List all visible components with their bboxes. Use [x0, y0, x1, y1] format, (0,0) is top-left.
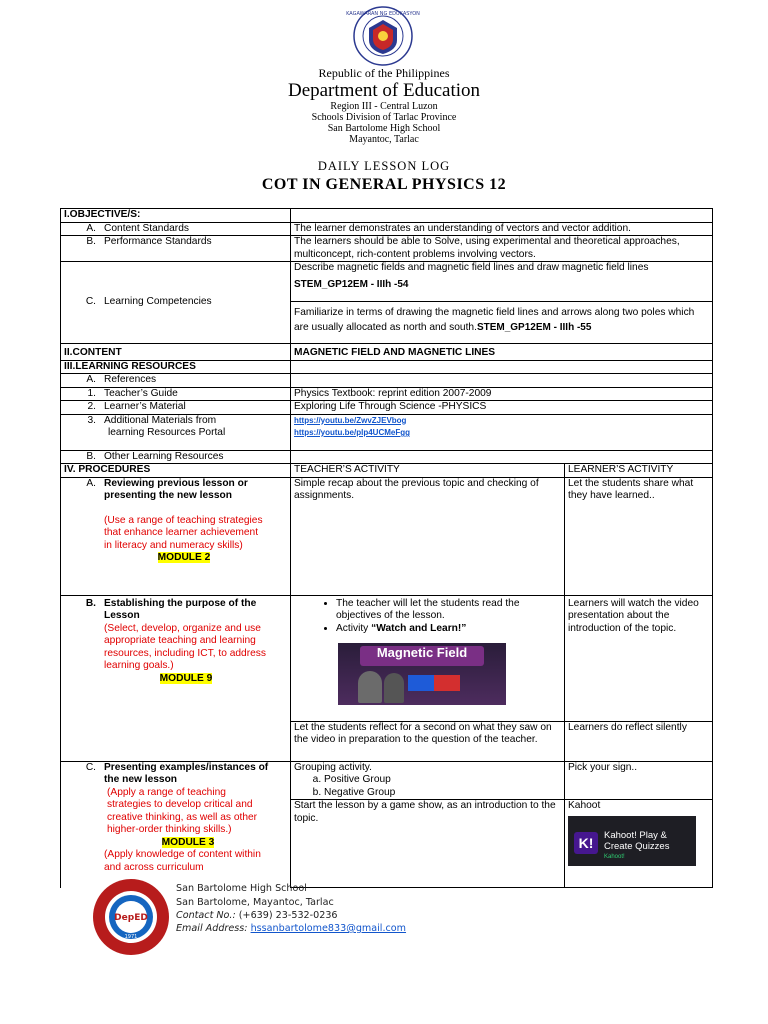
procedure-a-note: (Use a range of teaching strategies that enhance learner achievement in literacy and numeracy skills): [104, 514, 263, 551]
table-row: [61, 344, 713, 361]
learners-material-label: Learner’s Material: [104, 401, 186, 412]
competency-code-2: STEM_GP12EM - IIIh -55: [476, 322, 592, 333]
division-line: Schools Division of Tarlac Province: [311, 112, 457, 123]
references-label: References: [104, 374, 157, 385]
procedures-heading: IV. PROCEDURES: [61, 464, 291, 478]
seal-year-text: 1971: [124, 934, 138, 940]
region-line: Region III - Central Luzon: [330, 101, 438, 112]
additional-materials-label: Additional Materials from: [104, 414, 217, 426]
email-link[interactable]: hssanbartolome833@gmail.com: [250, 923, 407, 934]
table-row: 2. Learner’s Material Exploring Life Through Science -PHYSICS: [61, 401, 713, 415]
content-heading: II.CONTENT: [61, 344, 291, 361]
procedure-c-note: (Apply a range of teaching strategies to develop critical and creative thinking, as well as other higher-order thinking skills.): [107, 786, 258, 835]
kahoot-thumbnail[interactable]: [568, 816, 696, 866]
table-row: B. Establishing the purpose of the Lesson (Select, develop, organize and use appropriate teaching and learning resources, including ICT, to address learning goals.) MODULE 9 • The teacher will let the students read the objectives of the lesson. • Activity “Watch and Learn!” Magnetic Field Learners will watch the video presentation about the introduction of the topic.: [61, 595, 713, 721]
procedure-c-learner-2: Kahoot: [568, 800, 601, 811]
procedure-b-activities: [294, 598, 561, 636]
table-row: 3. Additional Materials from learning Resources Portal https://youtu.be/ZwvZJEVbog https://youtu.be/plp4UCMeFgg: [61, 414, 713, 450]
module-3-label: MODULE 3: [161, 836, 215, 848]
kahoot-title-2: Create Quizzes: [604, 840, 670, 852]
school-line: San Bartolome High School: [327, 123, 441, 134]
footer-school: San Bartolome High School: [176, 883, 307, 894]
group-list: [294, 774, 561, 799]
footer-address: San Bartolome, Mayantoc, Tarlac: [176, 897, 334, 908]
list-item: a. Positive Group: [324, 774, 561, 787]
teacher-activity-header: TEACHER’S ACTIVITY: [291, 464, 565, 478]
department-title: Department of Education: [287, 80, 481, 101]
table-row: C. Learning Competencies Describe magnetic fields and magnetic field lines and draw magnetic field lines STEM_GP12EM - IIIh -54: [61, 262, 713, 302]
town-line: Mayantoc, Tarlac: [349, 134, 419, 145]
procedure-b-learner-2: Learners do reflect silently: [565, 721, 713, 761]
procedure-b-note: (Select, develop, organize and use appropriate teaching and learning resources, including ICT, to address learning goals.): [104, 622, 266, 671]
table-row: B. Other Learning Resources: [61, 450, 713, 464]
thumbnail-caption: Magnetic Field: [376, 645, 468, 660]
list-item: • Activity “Watch and Learn!”: [336, 623, 561, 636]
kahoot-logo-icon: K!: [574, 832, 598, 854]
cot-title: COT IN GENERAL PHYSICS 12: [261, 176, 507, 193]
procedure-b-teacher-2: Let the students reflect for a second on what they saw on the video in preparation to the question of the teacher.: [291, 721, 565, 761]
table-row: [61, 464, 713, 478]
procedure-c-note-2: (Apply knowledge of content within and across curriculum: [104, 849, 261, 873]
seal-deped-text: DepED: [114, 913, 148, 923]
table-row: [61, 360, 713, 374]
kahoot-sub: Kahoot!: [604, 853, 625, 860]
table-row: A. Content Standards The learner demonstrates an understanding of vectors and vector addition.: [61, 222, 713, 236]
resources-heading: III.LEARNING RESOURCES: [61, 360, 291, 374]
school-seal-icon: [92, 878, 170, 956]
objectives-heading: I.OBJECTIVE/S:: [61, 209, 291, 223]
other-resources-label: Other Learning Resources: [104, 450, 224, 462]
republic-line: Republic of the Philippines: [318, 66, 450, 80]
table-row: A. Reviewing previous lesson or presenting the new lesson (Use a range of teaching strategies that enhance learner achievement in literacy and numeracy skills) MODULE 2 Simple recap about the previous topic and checking of assignments. Let the students share what they have learned..: [61, 477, 713, 595]
performance-standards-value: The learners should be able to Solve, using experimental and theoretical approaches, multiconcept, rich-content problems involving vectors.: [291, 236, 713, 262]
procedure-c-learner: Pick your sign..: [565, 761, 713, 800]
learning-competencies-label: Learning Competencies: [104, 296, 212, 308]
procedure-b-title: Establishing the purpose of the Lesson: [104, 597, 257, 621]
teachers-guide-value: Physics Textbook: reprint edition 2007-2009: [291, 387, 713, 401]
youtube-link-1[interactable]: https://youtu.be/ZwvZJEVbog: [294, 415, 407, 425]
table-row: 1. Teacher’s Guide Physics Textbook: reprint edition 2007-2009: [61, 387, 713, 401]
content-standards-label: Content Standards: [104, 222, 189, 234]
teachers-guide-label: Teacher’s Guide: [104, 387, 178, 399]
competency-2: Familiarize in terms of drawing the magnetic field lines and arrows along two poles which are usually allocated as north and south.STEM_GP12EM - IIIh -55: [291, 302, 713, 344]
kahoot-title-1: Kahoot! Play &: [604, 829, 667, 841]
footer-contact: Contact No.: (+639) 23-532-0236: [176, 910, 338, 921]
list-item: • The teacher will let the students read the objectives of the lesson.: [336, 598, 561, 623]
lesson-log-table: [60, 208, 713, 888]
procedure-a-title: Reviewing previous lesson or presenting the new lesson: [104, 477, 248, 501]
procedure-c-teacher-2: Start the lesson by a game show, as an introduction to the topic.: [291, 800, 565, 888]
competency-1: Describe magnetic fields and magnetic field lines and draw magnetic field lines STEM_GP12EM - IIIh -54: [291, 262, 713, 302]
deped-seal-icon: [346, 6, 420, 66]
youtube-link-2[interactable]: https://youtu.be/plp4UCMeFgg: [294, 428, 410, 437]
footer-email: Email Address: hssanbartolome833@gmail.com: [176, 923, 407, 934]
procedure-a-learner: Let the students share what they have learned..: [565, 477, 713, 595]
content-standards-value: The learner demonstrates an understanding of vectors and vector addition.: [291, 222, 713, 236]
seal-lettering: KAGAWARAN NG EDUKASYON: [346, 11, 420, 17]
module-2-label: MODULE 2: [157, 552, 211, 563]
procedure-a-teacher: Simple recap about the previous topic and checking of assignments.: [291, 477, 565, 595]
content-value: MAGNETIC FIELD AND MAGNETIC LINES: [291, 344, 713, 361]
learners-material-value: Exploring Life Through Science -PHYSICS: [291, 401, 713, 415]
performance-standards-label: Performance Standards: [104, 236, 212, 247]
procedure-b-learner: Learners will watch the video presentation about the introduction of the topic.: [565, 595, 713, 721]
table-row: [61, 209, 713, 223]
magnetic-field-video-thumbnail[interactable]: [338, 643, 506, 705]
procedure-c-title: Presenting examples/instances of the new lesson: [104, 761, 269, 785]
table-row: C. Presenting examples/instances of the new lesson (Apply a range of teaching strategies to develop critical and creative thinking, as well as other higher-order thinking skills.) MODULE 3 (Apply knowledge of content within and across curriculum Grouping activity. a. Positive Group b. Negative Group Pick your sign..: [61, 761, 713, 800]
grouping-activity: Grouping activity.: [294, 761, 372, 773]
learner-activity-header: LEARNER’S ACTIVITY: [565, 464, 713, 478]
table-row: B. Performance Standards The learners should be able to Solve, using experimental and theoretical approaches, multiconcept, rich-content problems involving vectors.: [61, 236, 713, 262]
table-row: A. References: [61, 374, 713, 388]
module-9-label: MODULE 9: [159, 672, 213, 684]
competency-code-1: STEM_GP12EM - IIIh -54: [294, 278, 409, 290]
log-title: DAILY LESSON LOG: [317, 159, 451, 173]
list-item: b. Negative Group: [324, 787, 561, 800]
